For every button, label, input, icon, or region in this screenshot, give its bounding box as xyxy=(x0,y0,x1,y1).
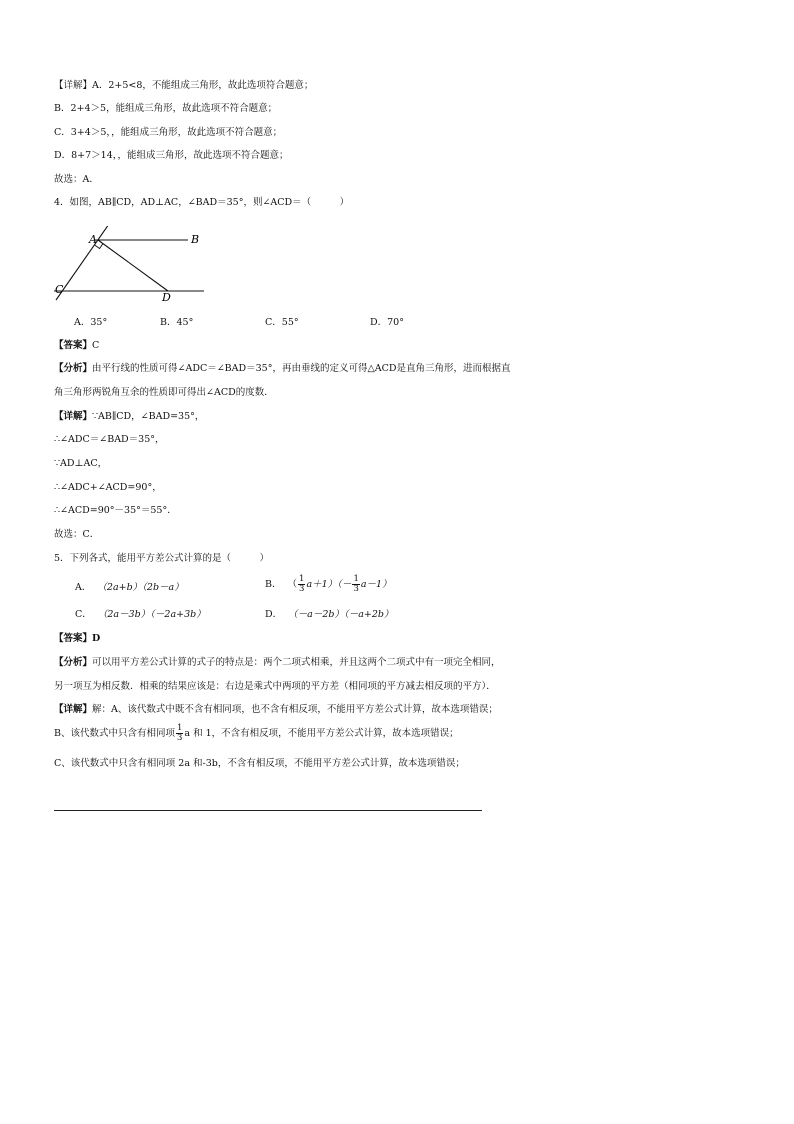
q4-option-b: B．45° xyxy=(160,317,194,328)
fraction-one-third xyxy=(298,575,305,594)
analysis-text: 可以用平方差公式计算的式子的特点是：两个二项式相乘，并且这两个二项式中有一项完全相同， xyxy=(92,657,501,668)
line-ad xyxy=(98,240,168,291)
analysis-tag: 【分析】 xyxy=(54,363,93,374)
option-letter: D． xyxy=(265,609,283,620)
q4-detail-line2: ∴∠ADC＝∠BAD＝35°， xyxy=(54,434,165,445)
q4-detail-line4: ∴∠ADC+∠ACD=90°， xyxy=(54,482,162,493)
page-footer-rule xyxy=(54,810,482,811)
label-c: C xyxy=(55,283,64,296)
q4-analysis-line2: 角三角形两锐角互余的性质即可得出∠ACD的度数． xyxy=(54,387,274,398)
prev-explanation-line-b: B．2+4＞5，能组成三角形，故此选项不符合题意； xyxy=(54,103,278,114)
q4-detail-line5: ∴∠ACD=90°－35°＝55°． xyxy=(54,505,177,516)
label-a: A xyxy=(89,233,97,246)
q4-option-a: A．35° xyxy=(74,317,108,328)
option-letter: C． xyxy=(75,609,92,620)
prev-conclusion: 故选：A． xyxy=(54,174,99,185)
label-d: D xyxy=(162,291,171,304)
option-expr: （－a－2b）（－a+2b） xyxy=(288,609,394,620)
fraction-denominator: 3 xyxy=(176,733,183,743)
analysis-tag: 【分析】 xyxy=(54,657,93,668)
q4-option-d: D．70° xyxy=(370,317,404,328)
answer-value: D xyxy=(92,633,101,644)
answer-value: C xyxy=(92,340,100,351)
prev-explanation-line-d: D．8+7＞14，，能组成三角形，故此选项不符合题意； xyxy=(54,150,289,161)
fraction-numerator: 1 xyxy=(299,574,305,584)
option-letter: A． xyxy=(75,582,92,593)
q5-detail-line3: C、该代数式中只含有相同项 2a 和-3b，不含有相反项，不能用平方差公式计算，故本选项错误； xyxy=(54,758,465,769)
q4-geometry-figure xyxy=(52,226,212,306)
fraction-numerator: 1 xyxy=(353,574,359,584)
q5-stem: 5．下列各式，能用平方差公式计算的是（ ） xyxy=(54,553,270,564)
fraction-denominator: 3 xyxy=(299,584,305,594)
option-expr: （2a－3b）（－2a+3b） xyxy=(97,609,206,620)
q5-detail-line1 xyxy=(54,703,498,717)
analysis-text: 由平行线的性质可得∠ADC＝∠BAD＝35°，再由垂线的定义可得△ACD是直角三角形，进而根据直 xyxy=(92,363,511,374)
detail-b-post: a 和 1，不含有相反项，不能用平方差公式计算，故本选项错误； xyxy=(184,728,459,739)
q5-option-a xyxy=(75,581,184,595)
q5-analysis-line1 xyxy=(54,656,501,670)
label-b: B xyxy=(191,233,200,246)
q4-stem: 4．如图，AB∥CD，AD⊥AC，∠BAD＝35°，则∠ACD＝（ ） xyxy=(54,197,350,208)
q5-option-c xyxy=(75,608,206,622)
answer-tag: 【答案】 xyxy=(54,340,93,351)
expr-part2: a－1） xyxy=(360,579,392,590)
prev-explanation-line-c: C．3+4＞5，，能组成三角形，故此选项不符合题意； xyxy=(54,127,283,138)
fraction-denominator: 3 xyxy=(353,584,359,594)
q4-conclusion: 故选：C． xyxy=(54,529,100,540)
q5-detail-line2 xyxy=(54,723,459,745)
q4-analysis-line1 xyxy=(54,362,511,376)
fraction-one-third-2 xyxy=(352,575,359,594)
q4-detail-line3: ∵AD⊥AC， xyxy=(54,458,108,469)
line-ac xyxy=(56,226,109,300)
detail-text: 解：A、该代数式中既不含有相同项，也不含有相反项，不能用平方差公式计算，故本选项错误； xyxy=(92,704,498,715)
option-letter: B． xyxy=(265,579,282,590)
q5-option-d xyxy=(265,608,393,622)
option-expr: （2a+b）（2b－a） xyxy=(97,582,184,593)
detail-tag: 【详解】 xyxy=(54,704,93,715)
detail-tag: 【详解】 xyxy=(54,411,93,422)
q5-option-b xyxy=(265,575,392,595)
q4-option-c: C．55° xyxy=(265,317,299,328)
detail-b-pre: B、该代数式中只含有相同项 xyxy=(54,728,175,739)
expr-part1: a＋1）（－ xyxy=(306,579,352,590)
detail-text: ∵AB∥CD，∠BAD=35°， xyxy=(92,411,205,422)
q5-analysis-line2: 另一项互为相反数．相乘的结果应该是：右边是乘式中两项的平方差（相同项的平方减去相反项的平方）． xyxy=(54,681,496,692)
prev-explanation-line-a: 【详解】A．2+5<8，不能组成三角形，故此选项符合题意； xyxy=(54,80,314,91)
fraction-numerator: 1 xyxy=(176,723,183,733)
open-paren: （ xyxy=(287,579,298,590)
q4-answer xyxy=(54,339,99,353)
q4-detail-line1 xyxy=(54,410,204,424)
fraction-one-third-3 xyxy=(176,724,183,743)
q5-answer xyxy=(54,632,100,646)
answer-tag: 【答案】 xyxy=(54,633,93,644)
